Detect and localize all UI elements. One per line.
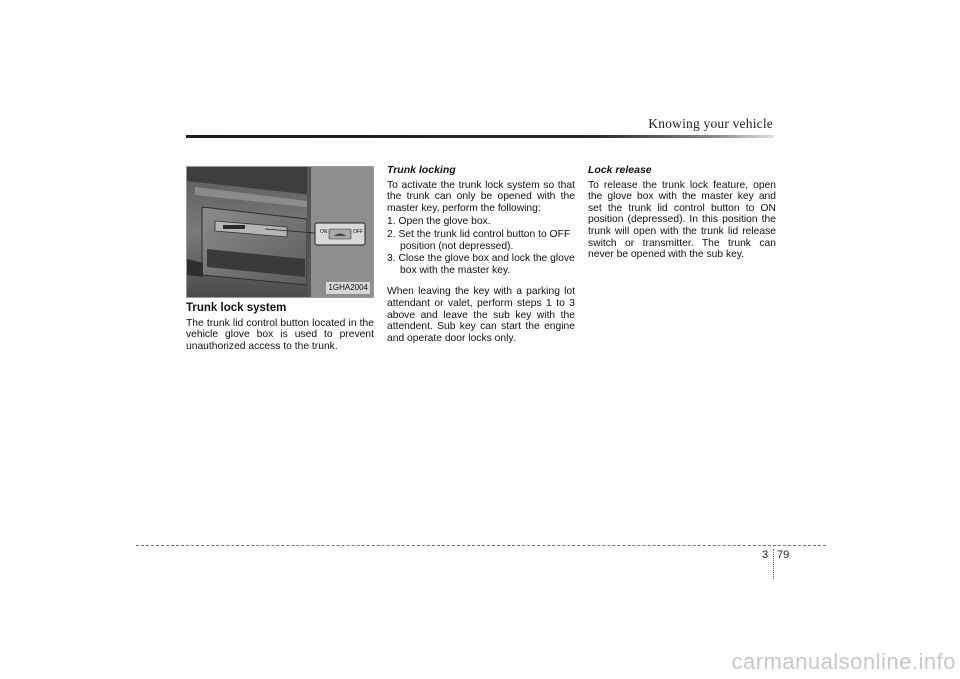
figure-label: 1GHA2004: [328, 283, 368, 293]
list-item: 3. Close the glove box and lock the glove box with the master key.: [387, 253, 575, 276]
steps-list: [387, 216, 575, 276]
list-item: 1. Open the glove box.: [387, 216, 491, 228]
glove-box-figure: [186, 166, 374, 298]
paragraph-lock-release: To release the trunk lock feature, open the glove box with the master key and set the trunk lid control button to ON position (depressed). In this position the trunk will open with the trunk lid release switch or transmitter. The trunk can never be opened with the sub key.: [588, 179, 776, 261]
switch-on-label: ON: [320, 229, 328, 235]
paragraph-trunk-lock-system: The trunk lid control button located in the vehicle glove box is used to prevent unauthorized access to the trunk.: [186, 317, 374, 352]
glove-box-illustration: [187, 167, 373, 297]
section-title-trunk-lock-system: Trunk lock system: [186, 302, 287, 314]
subsection-title-trunk-locking: Trunk locking: [387, 164, 456, 176]
column-1: [186, 166, 374, 352]
subsection-title-lock-release: Lock release: [588, 164, 652, 176]
header-rule: [186, 135, 774, 138]
list-item: 2. Set the trunk lid control button to OFF position (not depressed).: [387, 228, 571, 252]
page-number: 79: [777, 549, 790, 561]
watermark: carmanualsonline.info: [731, 649, 956, 674]
switch-off-label: OFF: [353, 229, 363, 235]
column-2: [387, 165, 575, 344]
paragraph-trunk-locking-intro: To activate the trunk lock system so that the trunk can only be opened with the master key, perform the following:: [387, 179, 575, 214]
paragraph-valet-note: When leaving the key with a parking lot attendant or valet, perform steps 1 to 3 above and leave the sub key with the attendent. Sub key can start the engine and operate door locks only.: [387, 286, 575, 344]
page-divider: [773, 549, 774, 579]
chapter-number: 3: [762, 549, 769, 561]
footer-rule: [136, 545, 826, 546]
column-3: [588, 165, 776, 261]
header-title: Knowing your vehicle: [648, 116, 773, 131]
